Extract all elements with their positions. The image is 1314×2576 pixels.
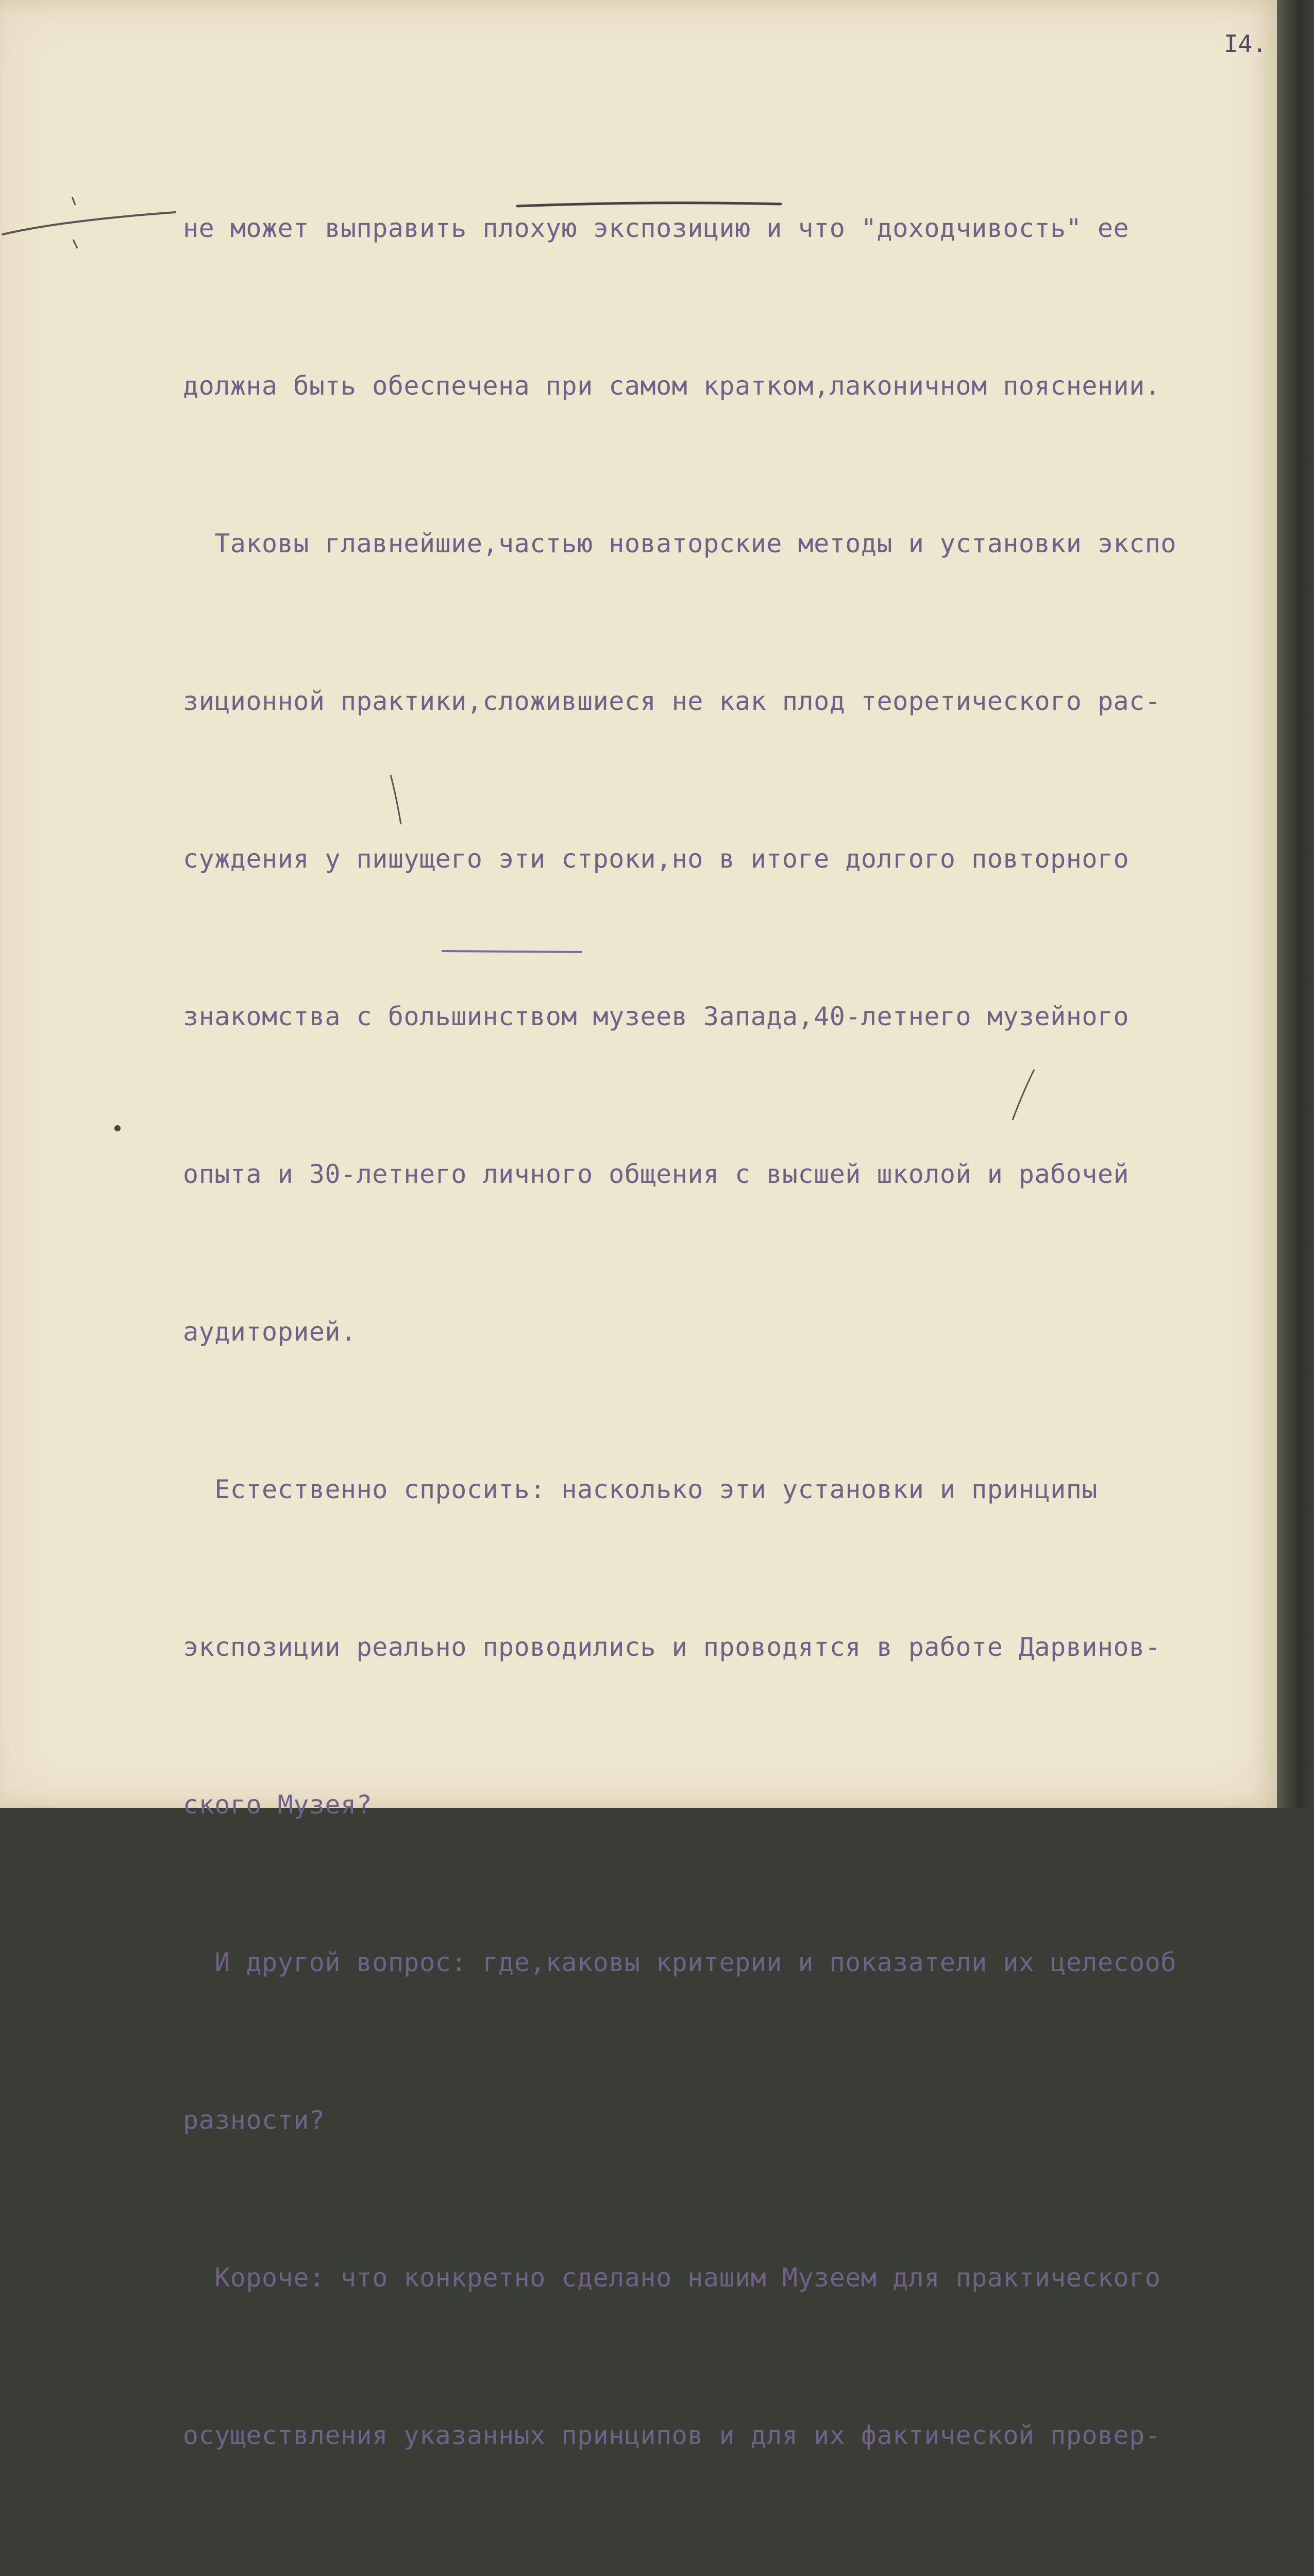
text-line: Естественно спросить: насколько эти установки и принципы <box>183 1475 1098 1504</box>
text-line: зиционной практики,сложившиеся не как плод теоретического рас- <box>183 686 1161 716</box>
text-line: осуществления указанных принципов и для их фактической провер- <box>183 2420 1161 2450</box>
text-line: не может выправить плохую экспозицию и что "доходчивость" ее <box>183 213 1130 243</box>
text-line: Таковы главнейшие,частью новаторские методы и установки экспо <box>183 529 1176 558</box>
text-line: экспозиции реально проводились и проводятся в работе Дарвинов- <box>183 1632 1161 1662</box>
text-line: ского Музея? <box>183 1790 373 1820</box>
text-line: И другой вопрос: где,каковы критерии и показатели их целесооб <box>183 1947 1176 1977</box>
typed-body-text <box>183 97 1275 2576</box>
text-line: Короче: что конкретно сделано нашим Музеем для практического <box>183 2263 1161 2293</box>
margin-dot <box>112 1123 123 1133</box>
page-number: I4. <box>1224 30 1267 58</box>
text-line: знакомства с большинством музеев Запада,40-летнего музейного <box>183 1002 1130 1031</box>
text-line: должна быть обеспечена при самом кратком,лаконичном пояснении. <box>183 371 1161 401</box>
text-line: опыта и 30-летнего личного общения с высшей школой и рабочей <box>183 1159 1130 1189</box>
margin-pencil-mark <box>0 191 186 252</box>
text-line <box>183 2567 1275 2576</box>
scan-background-edge <box>1277 0 1314 1808</box>
text-line: разности? <box>183 2105 325 2135</box>
text-line: аудиторией. <box>183 1317 357 1347</box>
text-line: суждения у пишущего эти строки,но в итоге долгого повторного <box>183 844 1130 874</box>
